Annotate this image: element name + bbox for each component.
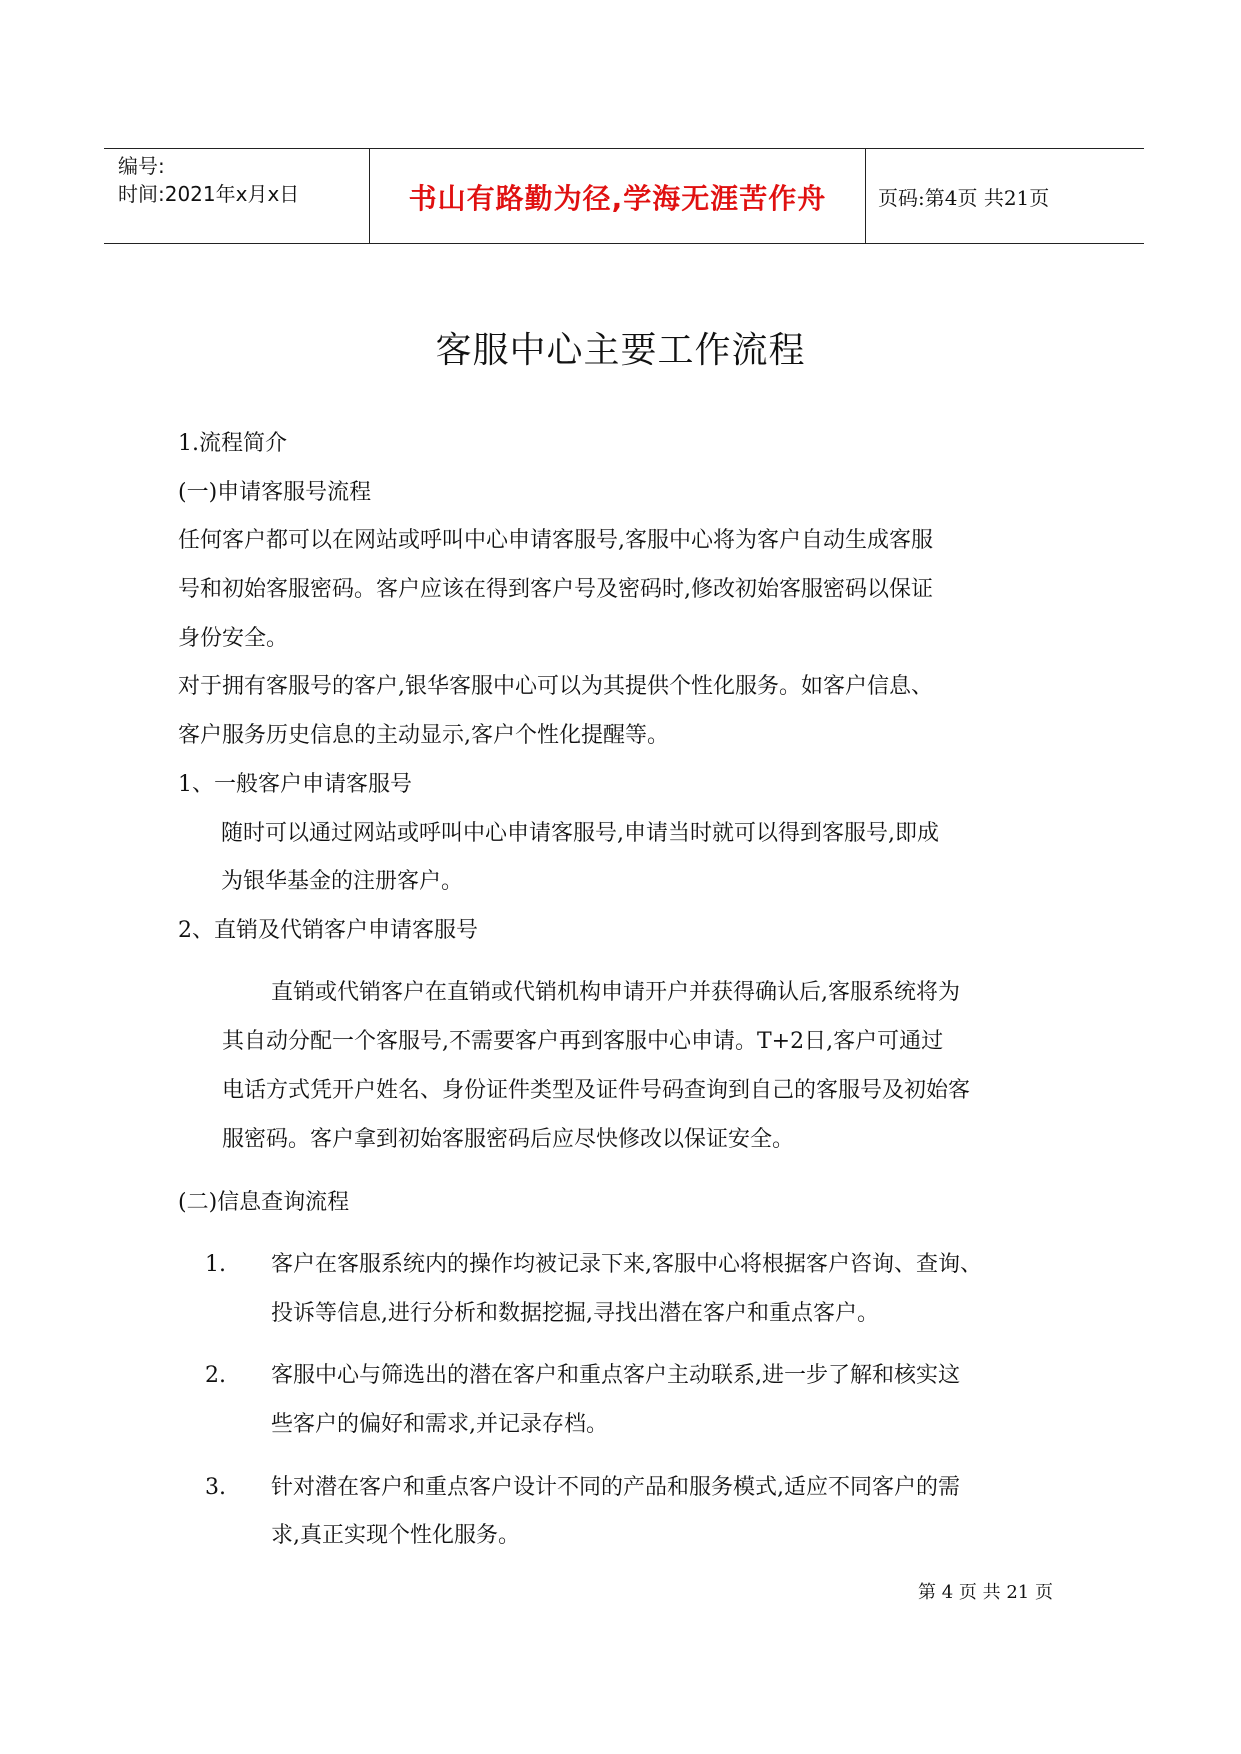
serial-number-label: 编号: bbox=[118, 154, 165, 178]
list-item-line: 针对潜在客户和重点客户设计不同的产品和服务模式,适应不同客户的需 bbox=[271, 1475, 960, 1500]
page-code: 页码:第4页 共21页 bbox=[878, 186, 1050, 210]
list-item-line: 求,真正实现个性化服务。 bbox=[271, 1523, 520, 1548]
paragraph-line: 号和初始客服密码。客户应该在得到客户号及密码时,修改初始客服密码以保证 bbox=[178, 577, 933, 602]
list-item-line: 客服中心与筛选出的潜在客户和重点客户主动联系,进一步了解和核实这 bbox=[271, 1363, 960, 1388]
list-number: 2. bbox=[205, 1363, 226, 1388]
paragraph-line: 直销或代销客户在直销或代销机构申请开户并获得确认后,客服系统将为 bbox=[271, 980, 960, 1005]
item-heading: 1、一般客户申请客服号 bbox=[178, 772, 412, 797]
document-header bbox=[104, 148, 1144, 244]
document-title: 客服中心主要工作流程 bbox=[435, 330, 806, 371]
list-number: 1. bbox=[205, 1252, 226, 1277]
paragraph-line: 任何客户都可以在网站或呼叫中心申请客服号,客服中心将为客户自动生成客服 bbox=[178, 528, 933, 553]
subsection-heading: (一)申请客服号流程 bbox=[178, 480, 372, 505]
header-page-cell bbox=[866, 149, 1144, 243]
list-item-line: 客户在客服系统内的操作均被记录下来,客服中心将根据客户咨询、查询、 bbox=[271, 1252, 982, 1277]
item-heading: 2、直销及代销客户申请客服号 bbox=[178, 918, 478, 943]
list-item-line: 些客户的偏好和需求,并记录存档。 bbox=[271, 1412, 608, 1437]
paragraph-line: 随时可以通过网站或呼叫中心申请客服号,申请当时就可以得到客服号,即成 bbox=[221, 821, 939, 846]
paragraph-line: 身份安全。 bbox=[178, 626, 289, 651]
list-number: 3. bbox=[205, 1475, 226, 1500]
paragraph-line: 为银华基金的注册客户。 bbox=[221, 869, 464, 894]
page-footer: 第 4 页 共 21 页 bbox=[918, 1582, 1053, 1603]
paragraph-line: 服密码。客户拿到初始客服密码后应尽快修改以保证安全。 bbox=[222, 1127, 795, 1152]
subsection-heading: (二)信息查询流程 bbox=[178, 1190, 350, 1215]
header-motto-cell bbox=[369, 149, 866, 243]
header-info-cell bbox=[104, 149, 369, 243]
paragraph-line: 电话方式凭开户姓名、身份证件类型及证件号码查询到自己的客服号及初始客 bbox=[222, 1078, 971, 1103]
list-item-line: 投诉等信息,进行分析和数据挖掘,寻找出潜在客户和重点客户。 bbox=[271, 1301, 879, 1326]
paragraph-line: 客户服务历史信息的主动显示,客户个性化提醒等。 bbox=[178, 723, 669, 748]
motto: 书山有路勤为径,学海无涯苦作舟 bbox=[408, 182, 827, 215]
paragraph-line: 其自动分配一个客服号,不需要客户再到客服中心申请。T+2日,客户可通过 bbox=[222, 1029, 944, 1054]
paragraph-line: 对于拥有客服号的客户,银华客服中心可以为其提供个性化服务。如客户信息、 bbox=[178, 674, 933, 699]
time-label: 时间:2021年x月x日 bbox=[118, 182, 300, 206]
section-heading: 1.流程简介 bbox=[178, 431, 287, 456]
